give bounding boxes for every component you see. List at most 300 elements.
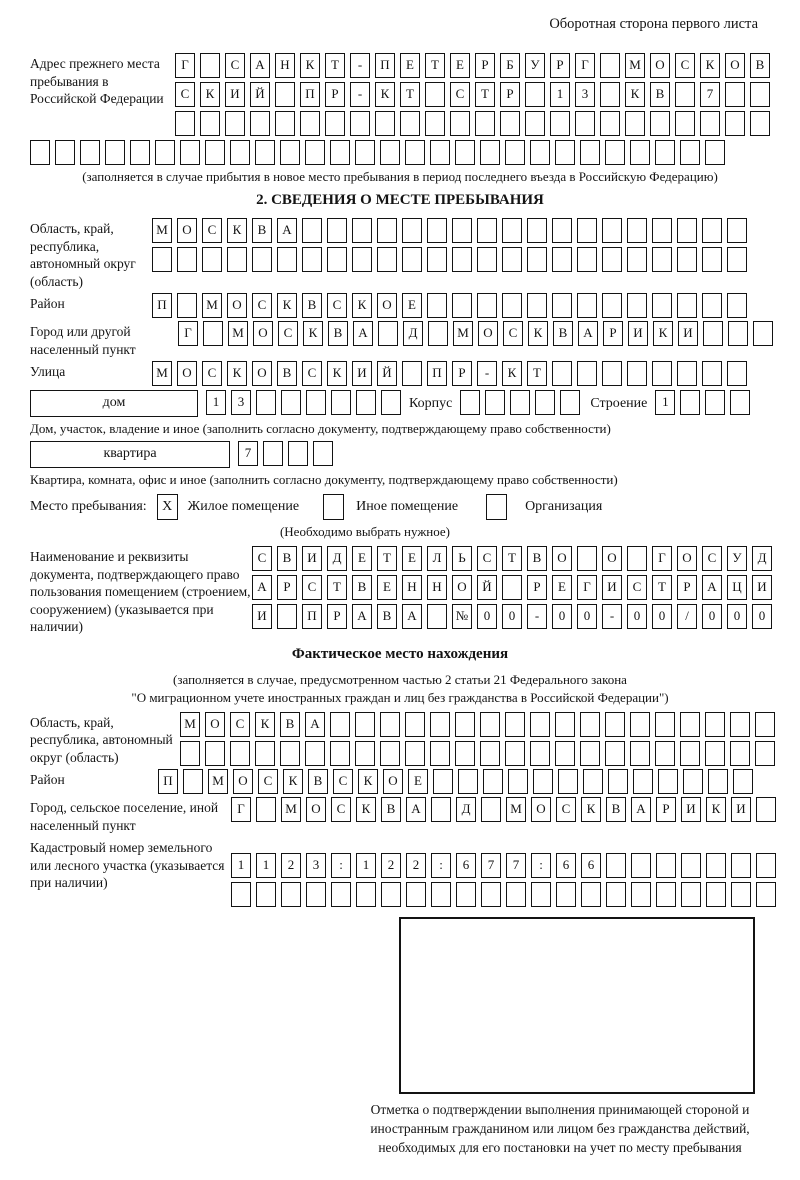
char-cell[interactable] [480,140,500,165]
char-cell[interactable] [633,769,653,794]
char-cell[interactable] [681,853,701,878]
char-cell[interactable] [330,712,350,737]
char-cell[interactable]: О [552,546,572,571]
char-cell[interactable]: 1 [231,853,251,878]
char-cell[interactable]: К [283,769,303,794]
char-cell[interactable] [680,712,700,737]
char-cell[interactable]: В [252,218,272,243]
char-cell[interactable] [355,140,375,165]
char-cell[interactable] [425,82,445,107]
char-cell[interactable] [702,247,722,272]
char-cell[interactable] [505,140,525,165]
char-cell[interactable]: 0 [477,604,497,629]
char-cell[interactable]: Р [527,575,547,600]
char-cell[interactable] [677,218,697,243]
char-cell[interactable]: В [750,53,770,78]
char-cell[interactable]: А [631,797,651,822]
char-cell[interactable]: 1 [550,82,570,107]
char-cell[interactable]: С [331,797,351,822]
char-cell[interactable]: К [625,82,645,107]
char-cell[interactable]: К [300,53,320,78]
char-cell[interactable]: Р [500,82,520,107]
char-cell[interactable] [502,293,522,318]
char-cell[interactable] [552,247,572,272]
char-cell[interactable] [606,853,626,878]
char-cell[interactable] [302,218,322,243]
char-cell[interactable]: С [503,321,523,346]
char-cell[interactable] [255,140,275,165]
char-cell[interactable] [700,111,720,136]
char-cell[interactable] [305,140,325,165]
char-cell[interactable] [427,247,447,272]
char-cell[interactable] [600,53,620,78]
char-cell[interactable] [455,140,475,165]
char-cell[interactable]: С [302,575,322,600]
char-cell[interactable] [527,247,547,272]
stay-option-other-checkbox[interactable] [323,494,344,520]
char-cell[interactable]: Б [500,53,520,78]
char-cell[interactable] [280,140,300,165]
char-cell[interactable] [605,140,625,165]
char-cell[interactable] [602,361,622,386]
char-cell[interactable] [405,140,425,165]
char-cell[interactable] [452,218,472,243]
char-cell[interactable]: О [253,321,273,346]
char-cell[interactable] [430,712,450,737]
char-cell[interactable] [256,797,276,822]
char-cell[interactable] [627,361,647,386]
char-cell[interactable] [255,741,275,766]
char-cell[interactable] [600,111,620,136]
char-cell[interactable]: О [531,797,551,822]
char-cell[interactable] [481,882,501,907]
char-cell[interactable] [525,111,545,136]
char-cell[interactable]: М [180,712,200,737]
char-cell[interactable]: Р [277,575,297,600]
char-cell[interactable] [205,741,225,766]
char-cell[interactable] [575,111,595,136]
char-cell[interactable] [655,712,675,737]
char-cell[interactable]: Т [502,546,522,571]
char-cell[interactable] [580,741,600,766]
char-cell[interactable] [430,741,450,766]
char-cell[interactable] [756,882,776,907]
char-cell[interactable] [455,712,475,737]
char-cell[interactable]: Г [575,53,595,78]
char-cell[interactable]: О [205,712,225,737]
char-cell[interactable] [327,218,347,243]
char-cell[interactable]: О [177,361,197,386]
char-cell[interactable] [477,293,497,318]
char-cell[interactable]: И [681,797,701,822]
char-cell[interactable] [375,111,395,136]
char-cell[interactable]: 0 [652,604,672,629]
char-cell[interactable] [405,712,425,737]
char-cell[interactable] [680,390,700,415]
char-cell[interactable]: С [258,769,278,794]
char-cell[interactable] [583,769,603,794]
char-cell[interactable]: М [506,797,526,822]
char-cell[interactable] [508,769,528,794]
char-cell[interactable]: А [406,797,426,822]
char-cell[interactable]: Н [402,575,422,600]
char-cell[interactable] [505,741,525,766]
char-cell[interactable] [250,111,270,136]
char-cell[interactable] [681,882,701,907]
char-cell[interactable] [256,390,276,415]
char-cell[interactable]: Р [452,361,472,386]
char-cell[interactable] [727,361,747,386]
char-cell[interactable]: И [731,797,751,822]
char-cell[interactable] [430,140,450,165]
char-cell[interactable]: К [327,361,347,386]
char-cell[interactable]: К [352,293,372,318]
char-cell[interactable] [330,140,350,165]
char-cell[interactable]: С [556,797,576,822]
char-cell[interactable] [263,441,283,466]
char-cell[interactable] [602,218,622,243]
char-cell[interactable]: К [706,797,726,822]
char-cell[interactable] [500,111,520,136]
char-cell[interactable]: Р [603,321,623,346]
char-cell[interactable]: М [228,321,248,346]
char-cell[interactable] [300,111,320,136]
char-cell[interactable] [402,218,422,243]
char-cell[interactable] [652,361,672,386]
char-cell[interactable]: И [302,546,322,571]
char-cell[interactable]: В [381,797,401,822]
char-cell[interactable]: Р [475,53,495,78]
char-cell[interactable] [230,741,250,766]
char-cell[interactable] [402,361,422,386]
char-cell[interactable] [302,247,322,272]
char-cell[interactable] [456,882,476,907]
char-cell[interactable] [155,140,175,165]
char-cell[interactable]: 3 [306,853,326,878]
char-cell[interactable] [356,882,376,907]
char-cell[interactable] [750,111,770,136]
char-cell[interactable] [631,882,651,907]
char-cell[interactable]: С [252,293,272,318]
char-cell[interactable] [305,741,325,766]
char-cell[interactable]: Й [377,361,397,386]
char-cell[interactable] [485,390,505,415]
char-cell[interactable]: - [527,604,547,629]
char-cell[interactable] [381,882,401,907]
char-cell[interactable]: С [477,546,497,571]
char-cell[interactable]: М [202,293,222,318]
char-cell[interactable]: 3 [231,390,251,415]
char-cell[interactable]: А [252,575,272,600]
char-cell[interactable] [581,882,601,907]
char-cell[interactable]: О [377,293,397,318]
char-cell[interactable] [677,293,697,318]
char-cell[interactable] [750,82,770,107]
char-cell[interactable]: К [277,293,297,318]
char-cell[interactable]: И [752,575,772,600]
char-cell[interactable] [275,111,295,136]
char-cell[interactable] [377,247,397,272]
char-cell[interactable] [725,111,745,136]
char-cell[interactable] [105,140,125,165]
char-cell[interactable] [177,247,197,272]
char-cell[interactable]: С [627,575,647,600]
char-cell[interactable]: М [152,361,172,386]
char-cell[interactable] [256,882,276,907]
char-cell[interactable]: Е [402,293,422,318]
char-cell[interactable] [306,390,326,415]
char-cell[interactable] [602,293,622,318]
char-cell[interactable] [355,741,375,766]
char-cell[interactable] [555,741,575,766]
char-cell[interactable]: Е [450,53,470,78]
char-cell[interactable]: С [225,53,245,78]
char-cell[interactable] [730,741,750,766]
char-cell[interactable] [702,361,722,386]
char-cell[interactable] [630,140,650,165]
char-cell[interactable] [405,741,425,766]
char-cell[interactable]: С [675,53,695,78]
char-cell[interactable] [225,111,245,136]
char-cell[interactable]: Р [656,797,676,822]
char-cell[interactable]: А [305,712,325,737]
char-cell[interactable] [275,82,295,107]
char-cell[interactable]: П [300,82,320,107]
char-cell[interactable]: 6 [581,853,601,878]
char-cell[interactable] [55,140,75,165]
stay-option-organization-checkbox[interactable] [486,494,507,520]
char-cell[interactable] [675,111,695,136]
char-cell[interactable] [706,882,726,907]
char-cell[interactable]: Д [456,797,476,822]
char-cell[interactable] [455,741,475,766]
char-cell[interactable] [555,712,575,737]
char-cell[interactable]: Т [400,82,420,107]
char-cell[interactable] [281,882,301,907]
char-cell[interactable]: - [602,604,622,629]
char-cell[interactable]: А [277,218,297,243]
char-cell[interactable]: И [678,321,698,346]
char-cell[interactable]: 7 [506,853,526,878]
char-cell[interactable]: 1 [655,390,675,415]
char-cell[interactable]: У [727,546,747,571]
char-cell[interactable] [477,247,497,272]
char-cell[interactable] [402,247,422,272]
char-cell[interactable]: В [527,546,547,571]
char-cell[interactable] [483,769,503,794]
char-cell[interactable]: С [333,769,353,794]
char-cell[interactable]: И [628,321,648,346]
char-cell[interactable] [450,111,470,136]
char-cell[interactable] [577,293,597,318]
char-cell[interactable] [530,140,550,165]
char-cell[interactable] [330,741,350,766]
char-cell[interactable]: М [453,321,473,346]
char-cell[interactable]: 7 [238,441,258,466]
char-cell[interactable]: О [452,575,472,600]
char-cell[interactable]: О [227,293,247,318]
char-cell[interactable] [730,390,750,415]
char-cell[interactable]: 1 [356,853,376,878]
char-cell[interactable] [152,247,172,272]
char-cell[interactable]: Й [250,82,270,107]
char-cell[interactable] [452,293,472,318]
char-cell[interactable] [425,111,445,136]
char-cell[interactable]: К [528,321,548,346]
char-cell[interactable] [705,390,725,415]
char-cell[interactable]: П [375,53,395,78]
char-cell[interactable] [325,111,345,136]
char-cell[interactable]: Г [652,546,672,571]
char-cell[interactable] [702,293,722,318]
char-cell[interactable]: К [502,361,522,386]
char-cell[interactable] [733,769,753,794]
char-cell[interactable] [731,853,751,878]
char-cell[interactable] [680,741,700,766]
char-cell[interactable]: 7 [481,853,501,878]
char-cell[interactable] [627,546,647,571]
char-cell[interactable]: И [252,604,272,629]
char-cell[interactable]: В [277,361,297,386]
char-cell[interactable] [350,111,370,136]
char-cell[interactable]: К [358,769,378,794]
char-cell[interactable] [460,390,480,415]
char-cell[interactable]: О [478,321,498,346]
char-cell[interactable]: 2 [406,853,426,878]
char-cell[interactable]: Е [400,53,420,78]
char-cell[interactable] [606,882,626,907]
char-cell[interactable]: О [306,797,326,822]
char-cell[interactable] [380,741,400,766]
char-cell[interactable]: В [328,321,348,346]
char-cell[interactable] [631,853,651,878]
char-cell[interactable]: 0 [752,604,772,629]
char-cell[interactable] [552,293,572,318]
char-cell[interactable]: Р [325,82,345,107]
char-cell[interactable] [608,769,628,794]
char-cell[interactable]: Р [550,53,570,78]
char-cell[interactable] [502,218,522,243]
char-cell[interactable]: Е [408,769,428,794]
char-cell[interactable] [655,741,675,766]
char-cell[interactable]: Й [477,575,497,600]
char-cell[interactable] [705,741,725,766]
char-cell[interactable]: П [158,769,178,794]
char-cell[interactable] [705,140,725,165]
char-cell[interactable]: К [581,797,601,822]
char-cell[interactable]: С [202,218,222,243]
char-cell[interactable]: А [352,604,372,629]
char-cell[interactable]: О [725,53,745,78]
char-cell[interactable] [560,390,580,415]
char-cell[interactable] [731,882,751,907]
char-cell[interactable]: Р [327,604,347,629]
char-cell[interactable] [556,882,576,907]
char-cell[interactable] [552,361,572,386]
char-cell[interactable]: Г [577,575,597,600]
char-cell[interactable]: С [202,361,222,386]
char-cell[interactable]: 1 [206,390,226,415]
char-cell[interactable]: В [277,546,297,571]
char-cell[interactable] [400,111,420,136]
char-cell[interactable]: К [700,53,720,78]
char-cell[interactable] [277,247,297,272]
char-cell[interactable]: Г [178,321,198,346]
char-cell[interactable]: Д [752,546,772,571]
char-cell[interactable]: 0 [702,604,722,629]
char-cell[interactable] [652,293,672,318]
char-cell[interactable] [525,82,545,107]
char-cell[interactable] [625,111,645,136]
char-cell[interactable] [627,247,647,272]
char-cell[interactable] [352,247,372,272]
char-cell[interactable] [577,247,597,272]
char-cell[interactable] [481,797,501,822]
char-cell[interactable]: К [255,712,275,737]
char-cell[interactable] [677,361,697,386]
char-cell[interactable]: 0 [502,604,522,629]
char-cell[interactable]: И [225,82,245,107]
char-cell[interactable] [331,882,351,907]
char-cell[interactable]: В [377,604,397,629]
char-cell[interactable] [535,390,555,415]
char-cell[interactable] [727,293,747,318]
char-cell[interactable]: Г [175,53,195,78]
char-cell[interactable] [755,712,775,737]
char-cell[interactable] [725,82,745,107]
char-cell[interactable]: Е [552,575,572,600]
char-cell[interactable]: А [702,575,722,600]
char-cell[interactable] [502,247,522,272]
char-cell[interactable] [252,247,272,272]
char-cell[interactable] [656,882,676,907]
char-cell[interactable] [655,140,675,165]
char-cell[interactable] [180,140,200,165]
char-cell[interactable]: / [677,604,697,629]
char-cell[interactable]: Т [327,575,347,600]
char-cell[interactable]: В [352,575,372,600]
char-cell[interactable] [130,140,150,165]
char-cell[interactable] [406,882,426,907]
char-cell[interactable] [380,712,400,737]
char-cell[interactable] [202,247,222,272]
char-cell[interactable]: В [280,712,300,737]
char-cell[interactable] [650,111,670,136]
char-cell[interactable]: 6 [556,853,576,878]
char-cell[interactable] [753,321,773,346]
char-cell[interactable]: С [327,293,347,318]
char-cell[interactable] [630,741,650,766]
char-cell[interactable] [281,390,301,415]
char-cell[interactable]: О [177,218,197,243]
char-cell[interactable] [708,769,728,794]
char-cell[interactable]: С [702,546,722,571]
char-cell[interactable]: Т [425,53,445,78]
char-cell[interactable]: : [531,853,551,878]
char-cell[interactable]: К [375,82,395,107]
char-cell[interactable] [728,321,748,346]
char-cell[interactable] [510,390,530,415]
char-cell[interactable] [656,853,676,878]
char-cell[interactable] [506,882,526,907]
char-cell[interactable]: А [250,53,270,78]
char-cell[interactable]: - [350,82,370,107]
char-cell[interactable] [230,140,250,165]
char-cell[interactable] [306,882,326,907]
char-cell[interactable]: В [308,769,328,794]
char-cell[interactable] [755,741,775,766]
char-cell[interactable] [550,111,570,136]
